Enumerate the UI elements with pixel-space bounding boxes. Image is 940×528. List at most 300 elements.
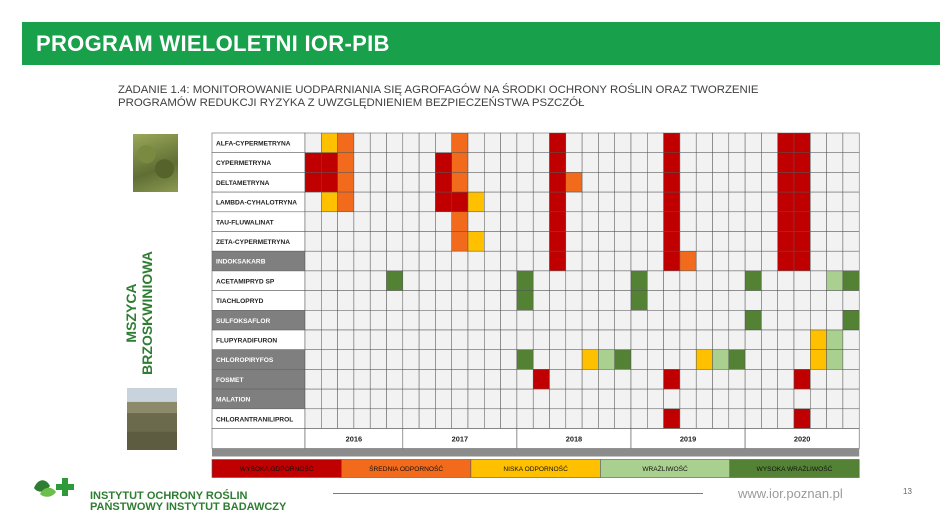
result-cell	[305, 232, 321, 252]
result-cell	[729, 369, 745, 389]
result-cell	[827, 133, 843, 153]
result-cell	[419, 232, 435, 252]
result-cell	[761, 389, 777, 409]
result-cell	[354, 330, 370, 350]
result-cell	[761, 212, 777, 232]
result-cell	[761, 271, 777, 291]
result-cell	[468, 212, 484, 232]
result-cell	[696, 310, 712, 330]
result-cell	[501, 153, 517, 173]
result-cell	[419, 291, 435, 311]
result-cell	[778, 389, 794, 409]
result-cell	[387, 212, 403, 232]
result-cell	[305, 350, 321, 370]
result-cell	[354, 212, 370, 232]
row-label: ZETA-CYPERMETRYNA	[216, 238, 290, 246]
result-cell	[598, 153, 614, 173]
result-cell	[647, 172, 663, 192]
resistance-table	[212, 133, 833, 479]
result-cell	[533, 133, 549, 153]
result-cell	[713, 350, 729, 370]
row-label: SULFOKSAFLOR	[216, 317, 271, 325]
row-label: LAMBDA-CYHALOTRYNA	[216, 199, 298, 207]
result-cell	[370, 369, 386, 389]
result-cell	[761, 409, 777, 429]
result-cell	[745, 153, 761, 173]
result-cell	[598, 310, 614, 330]
result-cell	[370, 350, 386, 370]
result-cell	[582, 271, 598, 291]
result-cell	[615, 232, 631, 252]
result-cell	[745, 409, 761, 429]
row-label: TAU-FLUWALINAT	[216, 219, 274, 227]
result-cell	[435, 291, 451, 311]
result-cell	[631, 251, 647, 271]
result-cell	[713, 192, 729, 212]
result-cell	[713, 330, 729, 350]
result-cell	[419, 350, 435, 370]
result-cell	[713, 133, 729, 153]
result-cell	[370, 389, 386, 409]
result-cell	[452, 172, 468, 192]
result-cell	[713, 153, 729, 173]
result-cell	[468, 350, 484, 370]
result-cell	[338, 153, 354, 173]
footer-divider	[333, 493, 703, 494]
result-cell	[533, 271, 549, 291]
result-cell	[713, 172, 729, 192]
result-cell	[501, 330, 517, 350]
result-cell	[370, 251, 386, 271]
result-cell	[647, 291, 663, 311]
result-cell	[696, 172, 712, 192]
result-cell	[647, 212, 663, 232]
result-cell	[566, 310, 582, 330]
result-cell	[550, 291, 566, 311]
result-cell	[810, 172, 826, 192]
result-cell	[794, 330, 810, 350]
result-cell	[615, 153, 631, 173]
result-cell	[794, 172, 810, 192]
result-cell	[566, 350, 582, 370]
result-cell	[517, 330, 533, 350]
result-cell	[484, 232, 500, 252]
result-cell	[827, 212, 843, 232]
result-cell	[305, 369, 321, 389]
result-cell	[647, 251, 663, 271]
result-cell	[794, 291, 810, 311]
result-cell	[419, 192, 435, 212]
result-cell	[419, 251, 435, 271]
result-cell	[550, 369, 566, 389]
result-cell	[745, 350, 761, 370]
result-cell	[435, 330, 451, 350]
result-cell	[761, 291, 777, 311]
result-cell	[778, 133, 794, 153]
result-cell	[305, 251, 321, 271]
ior-logo-icon	[32, 474, 80, 500]
result-cell	[631, 271, 647, 291]
result-cell	[468, 369, 484, 389]
result-cell	[484, 291, 500, 311]
result-cell	[647, 330, 663, 350]
result-cell	[533, 409, 549, 429]
result-cell	[321, 330, 337, 350]
result-cell	[338, 330, 354, 350]
result-cell	[533, 389, 549, 409]
result-cell	[745, 310, 761, 330]
result-cell	[501, 172, 517, 192]
result-cell	[501, 271, 517, 291]
result-cell	[468, 232, 484, 252]
result-cell	[419, 389, 435, 409]
result-cell	[810, 232, 826, 252]
result-cell	[338, 232, 354, 252]
result-cell	[761, 310, 777, 330]
result-cell	[582, 192, 598, 212]
result-cell	[778, 153, 794, 173]
result-cell	[615, 133, 631, 153]
result-cell	[778, 330, 794, 350]
result-cell	[305, 271, 321, 291]
result-cell	[501, 291, 517, 311]
result-cell	[403, 389, 419, 409]
result-cell	[305, 153, 321, 173]
result-cell	[566, 291, 582, 311]
result-cell	[517, 291, 533, 311]
result-cell	[843, 409, 859, 429]
result-cell	[370, 212, 386, 232]
result-cell	[435, 271, 451, 291]
result-cell	[631, 350, 647, 370]
result-cell	[680, 350, 696, 370]
result-cell	[338, 369, 354, 389]
result-cell	[501, 192, 517, 212]
result-cell	[484, 350, 500, 370]
result-cell	[468, 271, 484, 291]
result-cell	[713, 310, 729, 330]
row-label: CHLOROPIRYFOS	[216, 357, 274, 365]
result-cell	[631, 192, 647, 212]
result-cell	[745, 133, 761, 153]
row-label: CYPERMETRYNA	[216, 160, 272, 168]
result-cell	[419, 330, 435, 350]
result-cell	[370, 153, 386, 173]
result-cell	[403, 153, 419, 173]
result-cell	[354, 172, 370, 192]
result-cell	[566, 409, 582, 429]
result-cell	[680, 271, 696, 291]
result-cell	[435, 389, 451, 409]
result-cell	[321, 192, 337, 212]
result-cell	[338, 291, 354, 311]
result-cell	[696, 350, 712, 370]
result-cell	[794, 389, 810, 409]
result-cell	[321, 232, 337, 252]
result-cell	[598, 350, 614, 370]
year-label: 2018	[565, 434, 583, 444]
result-cell	[664, 389, 680, 409]
result-cell	[647, 232, 663, 252]
result-cell	[452, 291, 468, 311]
task-subtitle: ZADANIE 1.4: MONITOROWANIE UODPARNIANIA SIĘ AGROFAGÓW NA ŚRODKI OCHRONY ROŚLIN ORAZ TWORZENIE PROGRAMÓW REDUKCJI RYZYKA Z UWZGLĘDNIENIEM BEZPIECZEŃSTWA PSZCZÓŁ	[118, 84, 759, 109]
result-cell	[533, 310, 549, 330]
result-cell	[582, 310, 598, 330]
result-cell	[843, 389, 859, 409]
result-cell	[550, 330, 566, 350]
result-cell	[533, 153, 549, 173]
result-cell	[615, 409, 631, 429]
result-cell	[484, 389, 500, 409]
result-cell	[713, 409, 729, 429]
result-cell	[794, 310, 810, 330]
result-cell	[403, 409, 419, 429]
result-cell	[533, 251, 549, 271]
result-cell	[761, 153, 777, 173]
result-cell	[598, 172, 614, 192]
result-cell	[729, 330, 745, 350]
result-cell	[615, 251, 631, 271]
result-cell	[468, 389, 484, 409]
result-cell	[338, 350, 354, 370]
result-cell	[566, 369, 582, 389]
result-cell	[713, 369, 729, 389]
result-cell	[794, 232, 810, 252]
result-cell	[354, 369, 370, 389]
result-cell	[631, 409, 647, 429]
result-cell	[435, 310, 451, 330]
result-cell	[680, 409, 696, 429]
result-cell	[403, 330, 419, 350]
result-cell	[827, 310, 843, 330]
result-cell	[696, 389, 712, 409]
result-cell	[321, 153, 337, 173]
result-cell	[843, 369, 859, 389]
website-url: www.ior.poznan.pl	[738, 486, 843, 501]
result-cell	[696, 192, 712, 212]
result-cell	[305, 389, 321, 409]
result-cell	[387, 310, 403, 330]
result-cell	[778, 251, 794, 271]
result-cell	[387, 172, 403, 192]
result-cell	[631, 172, 647, 192]
result-cell	[843, 172, 859, 192]
result-cell	[778, 232, 794, 252]
result-cell	[452, 389, 468, 409]
result-cell	[468, 310, 484, 330]
result-cell	[761, 172, 777, 192]
result-cell	[598, 271, 614, 291]
result-cell	[647, 153, 663, 173]
result-cell	[452, 350, 468, 370]
result-cell	[501, 350, 517, 370]
result-cell	[631, 330, 647, 350]
result-cell	[778, 291, 794, 311]
result-cell	[664, 192, 680, 212]
result-cell	[696, 291, 712, 311]
result-cell	[810, 330, 826, 350]
result-cell	[647, 133, 663, 153]
result-cell	[435, 232, 451, 252]
result-cell	[794, 350, 810, 370]
result-cell	[338, 212, 354, 232]
result-cell	[745, 291, 761, 311]
result-cell	[761, 330, 777, 350]
legend-label: NISKA ODPORNOŚĆ	[503, 466, 568, 473]
result-cell	[452, 232, 468, 252]
result-cell	[582, 369, 598, 389]
result-cell	[501, 212, 517, 232]
result-cell	[827, 251, 843, 271]
result-cell	[338, 133, 354, 153]
result-cell	[484, 330, 500, 350]
result-cell	[435, 172, 451, 192]
legend-label: WRAŻLIWOŚĆ	[642, 466, 688, 473]
result-cell	[761, 192, 777, 212]
result-cell	[631, 153, 647, 173]
result-cell	[501, 389, 517, 409]
result-cell	[664, 172, 680, 192]
result-cell	[435, 212, 451, 232]
result-cell	[468, 172, 484, 192]
result-cell	[550, 350, 566, 370]
result-cell	[419, 172, 435, 192]
result-cell	[827, 350, 843, 370]
result-cell	[729, 192, 745, 212]
result-cell	[745, 212, 761, 232]
result-cell	[517, 409, 533, 429]
title-banner	[22, 22, 940, 65]
result-cell	[517, 153, 533, 173]
result-cell	[582, 291, 598, 311]
result-cell	[321, 369, 337, 389]
result-cell	[647, 369, 663, 389]
result-cell	[435, 153, 451, 173]
result-cell	[647, 350, 663, 370]
result-cell	[370, 310, 386, 330]
result-cell	[305, 192, 321, 212]
result-cell	[615, 192, 631, 212]
result-cell	[615, 310, 631, 330]
result-cell	[419, 271, 435, 291]
result-cell	[452, 330, 468, 350]
result-cell	[533, 369, 549, 389]
result-cell	[680, 153, 696, 173]
result-cell	[550, 409, 566, 429]
result-cell	[729, 350, 745, 370]
result-cell	[827, 330, 843, 350]
result-cell	[468, 153, 484, 173]
result-cell	[598, 192, 614, 212]
result-cell	[664, 271, 680, 291]
result-cell	[729, 133, 745, 153]
result-cell	[778, 212, 794, 232]
result-cell	[468, 291, 484, 311]
result-cell	[387, 251, 403, 271]
year-label: 2019	[679, 434, 697, 444]
row-label: DELTAMETRYNA	[216, 179, 270, 187]
result-cell	[305, 172, 321, 192]
result-cell	[517, 369, 533, 389]
result-cell	[517, 172, 533, 192]
result-cell	[794, 251, 810, 271]
result-cell	[566, 232, 582, 252]
result-cell	[566, 192, 582, 212]
result-cell	[810, 369, 826, 389]
result-cell	[745, 369, 761, 389]
result-cell	[354, 153, 370, 173]
result-cell	[810, 251, 826, 271]
result-cell	[354, 389, 370, 409]
result-cell	[582, 232, 598, 252]
result-cell	[664, 251, 680, 271]
result-cell	[664, 330, 680, 350]
result-cell	[435, 133, 451, 153]
result-cell	[827, 409, 843, 429]
result-cell	[403, 192, 419, 212]
result-cell	[794, 212, 810, 232]
row-label: FLUPYRADIFURON	[216, 337, 278, 345]
result-cell	[729, 271, 745, 291]
result-cell	[582, 389, 598, 409]
result-cell	[387, 350, 403, 370]
result-cell	[403, 232, 419, 252]
result-cell	[338, 271, 354, 291]
result-cell	[631, 310, 647, 330]
result-cell	[550, 192, 566, 212]
result-cell	[305, 310, 321, 330]
result-cell	[810, 133, 826, 153]
pest-label-line2: BRZOSKWINIOWA	[139, 251, 155, 375]
result-cell	[582, 212, 598, 232]
result-cell	[566, 330, 582, 350]
result-cell	[403, 212, 419, 232]
row-label: MALATION	[216, 396, 251, 404]
result-cell	[713, 389, 729, 409]
result-cell	[827, 291, 843, 311]
result-cell	[810, 212, 826, 232]
result-cell	[794, 409, 810, 429]
result-cell	[598, 369, 614, 389]
result-cell	[484, 172, 500, 192]
result-cell	[615, 369, 631, 389]
result-cell	[680, 389, 696, 409]
result-cell	[647, 389, 663, 409]
result-cell	[435, 350, 451, 370]
result-cell	[370, 330, 386, 350]
result-cell	[631, 133, 647, 153]
result-cell	[419, 369, 435, 389]
result-cell	[778, 172, 794, 192]
result-cell	[566, 212, 582, 232]
result-cell	[745, 330, 761, 350]
result-cell	[370, 232, 386, 252]
result-cell	[598, 389, 614, 409]
result-cell	[501, 251, 517, 271]
result-cell	[387, 369, 403, 389]
result-cell	[680, 251, 696, 271]
result-cell	[338, 251, 354, 271]
result-cell	[387, 133, 403, 153]
result-cell	[745, 232, 761, 252]
result-cell	[387, 232, 403, 252]
row-label: ACETAMIPRYD SP	[216, 278, 275, 286]
result-cell	[664, 409, 680, 429]
result-cell	[533, 232, 549, 252]
result-cell	[664, 350, 680, 370]
result-cell	[517, 232, 533, 252]
result-cell	[778, 350, 794, 370]
